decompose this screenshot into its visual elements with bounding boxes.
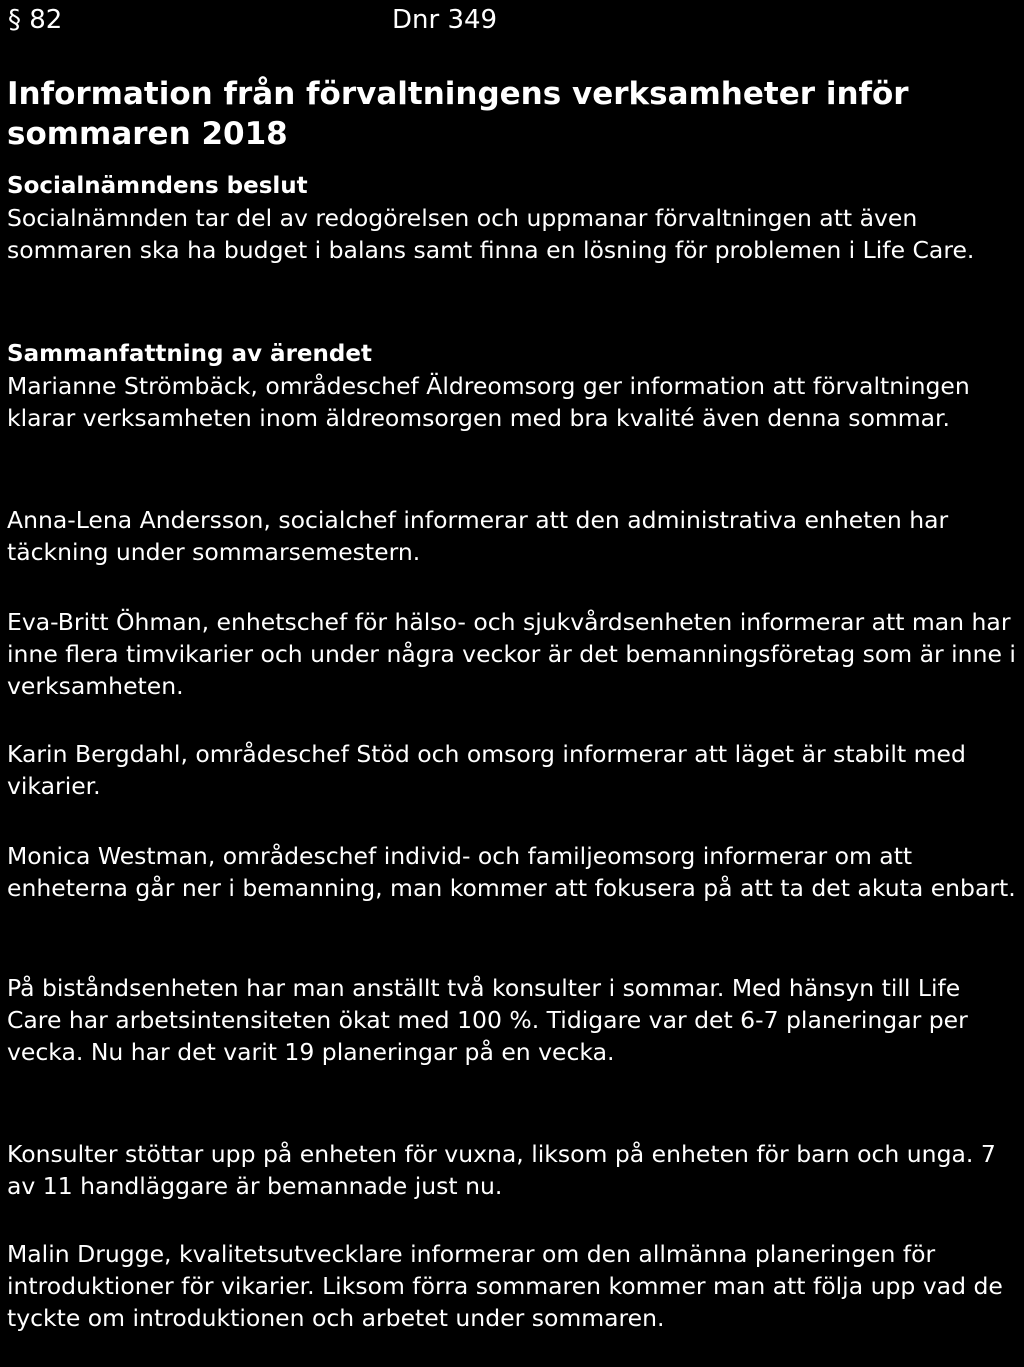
summary-section [7,338,1022,434]
summary-heading: Sammanfattning av ärendet [7,341,372,367]
summary-paragraph: Monica Westman, områdeschef individ- och familjeomsorg informerar om att enheterna går ner i bemanning, man kommer att fokusera på att ta det akuta enbart. [7,842,1016,902]
case-number: Dnr 349 [392,5,498,35]
summary-paragraph: Malin Drugge, kvalitetsutvecklare informerar om den allmänna planeringen för introduktioner för vikarier. Liksom förra sommaren kommer man att följa upp vad de tyckte om introduktionen och arbetet under sommaren. [7,1240,1003,1332]
page-title: Information från förvaltningens verksamheter inför sommaren 2018 [7,76,909,152]
summary-paragraph: Marianne Strömbäck, områdeschef Äldreomsorg ger information att förvaltningen klarar verksamheten inom äldreomsorgen med bra kvalité även denna sommar. [7,372,970,432]
decision-text: Socialnämnden tar del av redogörelsen och uppmanar förvaltningen att även sommaren ska ha budget i balans samt finna en lösning för problemen i Life Care. [7,204,975,264]
summary-paragraph: Anna-Lena Andersson, socialchef informerar att den administrativa enheten har täckning under sommarsemestern. [7,506,949,566]
decision-section [7,170,1022,266]
summary-paragraph: Eva-Britt Öhman, enhetschef för hälso- och sjukvårdsenheten informerar att man har inne flera timvikarier och under några veckor är det bemanningsföretag som är inne i verksamheten. [7,608,1016,700]
summary-paragraph: På biståndsenheten har man anställt två konsulter i sommar. Med hänsyn till Life Care har arbetsintensiteten ökat med 100 %. Tidigare var det 6-7 planeringar per vecka. Nu har det varit 19 planeringar på en vecka. [7,974,968,1066]
decision-heading: Socialnämndens beslut [7,173,308,199]
summary-paragraph: Konsulter stöttar upp på enheten för vuxna, liksom på enheten för barn och unga. 7 av 11 handläggare är bemannade just nu. [7,1140,996,1200]
section-number: § 82 [8,5,63,35]
summary-paragraph: Karin Bergdahl, områdeschef Stöd och omsorg informerar att läget är stabilt med vikarier. [7,740,966,800]
